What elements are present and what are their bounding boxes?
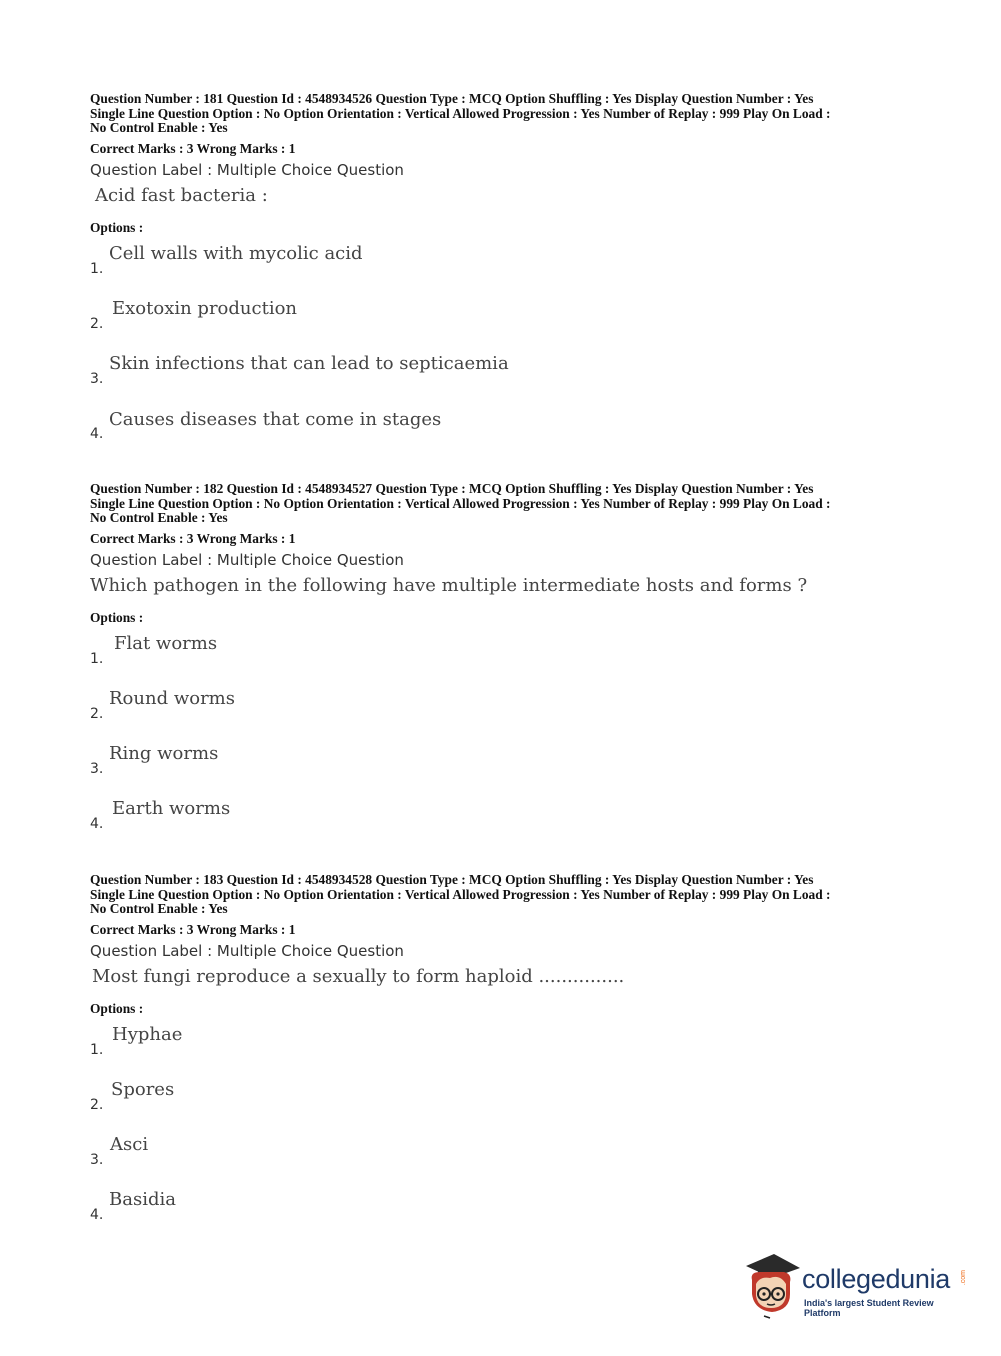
collegedunia-logo xyxy=(740,1248,970,1323)
question-block-182 xyxy=(90,482,920,853)
option-number: 2. xyxy=(90,1096,104,1113)
options-label: Options : xyxy=(90,1000,144,1016)
option-text: Causes diseases that come in stages xyxy=(109,408,442,430)
meta-line: Question Number : 183 Question Id : 4548934528 Question Type : MCQ Option Shuffling : Yes Display Question Number : Yes xyxy=(90,872,814,887)
option-item xyxy=(90,688,920,743)
question-label: Question Label : Multiple Choice Question xyxy=(90,941,404,960)
option-number: 4. xyxy=(90,425,104,442)
meta-line: No Control Enable : Yes xyxy=(90,510,228,525)
question-meta xyxy=(90,92,920,136)
meta-line: No Control Enable : Yes xyxy=(90,120,228,135)
option-number: 3. xyxy=(90,760,104,777)
options-list xyxy=(90,1024,920,1244)
marks-info: Correct Marks : 3 Wrong Marks : 1 xyxy=(90,921,296,937)
option-item xyxy=(90,243,920,298)
question-text: Acid fast bacteria : xyxy=(95,184,268,206)
option-text: Cell walls with mycolic acid xyxy=(109,242,363,264)
option-text: Spores xyxy=(111,1078,175,1100)
meta-line: No Control Enable : Yes xyxy=(90,901,228,916)
options-list xyxy=(90,243,920,463)
question-text: Which pathogen in the following have multiple intermediate hosts and forms ? xyxy=(90,574,808,596)
option-item xyxy=(90,1134,920,1189)
meta-line: Single Line Question Option : No Option Orientation : Vertical Allowed Progression : Yes Number of Replay : 999 Play On Load : xyxy=(90,105,831,121)
option-number: 3. xyxy=(90,1151,104,1168)
marks-info: Correct Marks : 3 Wrong Marks : 1 xyxy=(90,140,296,156)
option-number: 1. xyxy=(90,1041,104,1058)
question-label: Question Label : Multiple Choice Question xyxy=(90,550,404,569)
logo-wordmark: collegedunia xyxy=(802,1264,951,1294)
options-label: Options : xyxy=(90,609,144,625)
option-number: 1. xyxy=(90,260,104,277)
mascot-icon xyxy=(740,1248,802,1320)
option-item xyxy=(90,1079,920,1134)
option-item xyxy=(90,798,920,853)
option-text: Skin infections that can lead to septicaemia xyxy=(109,352,509,374)
option-number: 1. xyxy=(90,650,104,667)
option-number: 4. xyxy=(90,1206,104,1223)
meta-line: Single Line Question Option : No Option Orientation : Vertical Allowed Progression : Yes Number of Replay : 999 Play On Load : xyxy=(90,886,831,902)
option-item xyxy=(90,633,920,688)
option-item xyxy=(90,1189,920,1244)
option-item xyxy=(90,1024,920,1079)
option-item xyxy=(90,743,920,798)
meta-line: Single Line Question Option : No Option Orientation : Vertical Allowed Progression : Yes Number of Replay : 999 Play On Load : xyxy=(90,495,831,511)
marks-info: Correct Marks : 3 Wrong Marks : 1 xyxy=(90,530,296,546)
option-number: 4. xyxy=(90,815,104,832)
options-list xyxy=(90,633,920,853)
option-item xyxy=(90,353,920,408)
option-text: Basidia xyxy=(109,1188,176,1210)
option-text: Hyphae xyxy=(112,1023,183,1045)
option-text: Round worms xyxy=(109,687,235,709)
question-meta xyxy=(90,873,920,917)
option-text: Flat worms xyxy=(114,632,218,654)
meta-line: Question Number : 182 Question Id : 4548934527 Question Type : MCQ Option Shuffling : Yes Display Question Number : Yes xyxy=(90,481,814,496)
question-block-183 xyxy=(90,873,920,1244)
option-text: Asci xyxy=(110,1133,149,1155)
option-item xyxy=(90,298,920,353)
option-text: Ring worms xyxy=(109,742,219,764)
option-number: 2. xyxy=(90,705,104,722)
option-number: 3. xyxy=(90,370,104,387)
question-meta xyxy=(90,482,920,526)
question-label: Question Label : Multiple Choice Question xyxy=(90,160,404,179)
option-item xyxy=(90,408,920,463)
logo-tagline: India's largest Student Review Platform xyxy=(804,1298,934,1318)
question-block-181 xyxy=(90,92,920,463)
meta-line: Question Number : 181 Question Id : 4548934526 Question Type : MCQ Option Shuffling : Yes Display Question Number : Yes xyxy=(90,91,814,106)
question-text: Most fungi reproduce a sexually to form haploid ............... xyxy=(92,965,625,987)
option-number: 2. xyxy=(90,315,104,332)
option-text: Earth worms xyxy=(112,797,231,819)
logo-domain-suffix: .com xyxy=(960,1270,967,1286)
option-text: Exotoxin production xyxy=(112,297,298,319)
options-label: Options : xyxy=(90,219,144,235)
